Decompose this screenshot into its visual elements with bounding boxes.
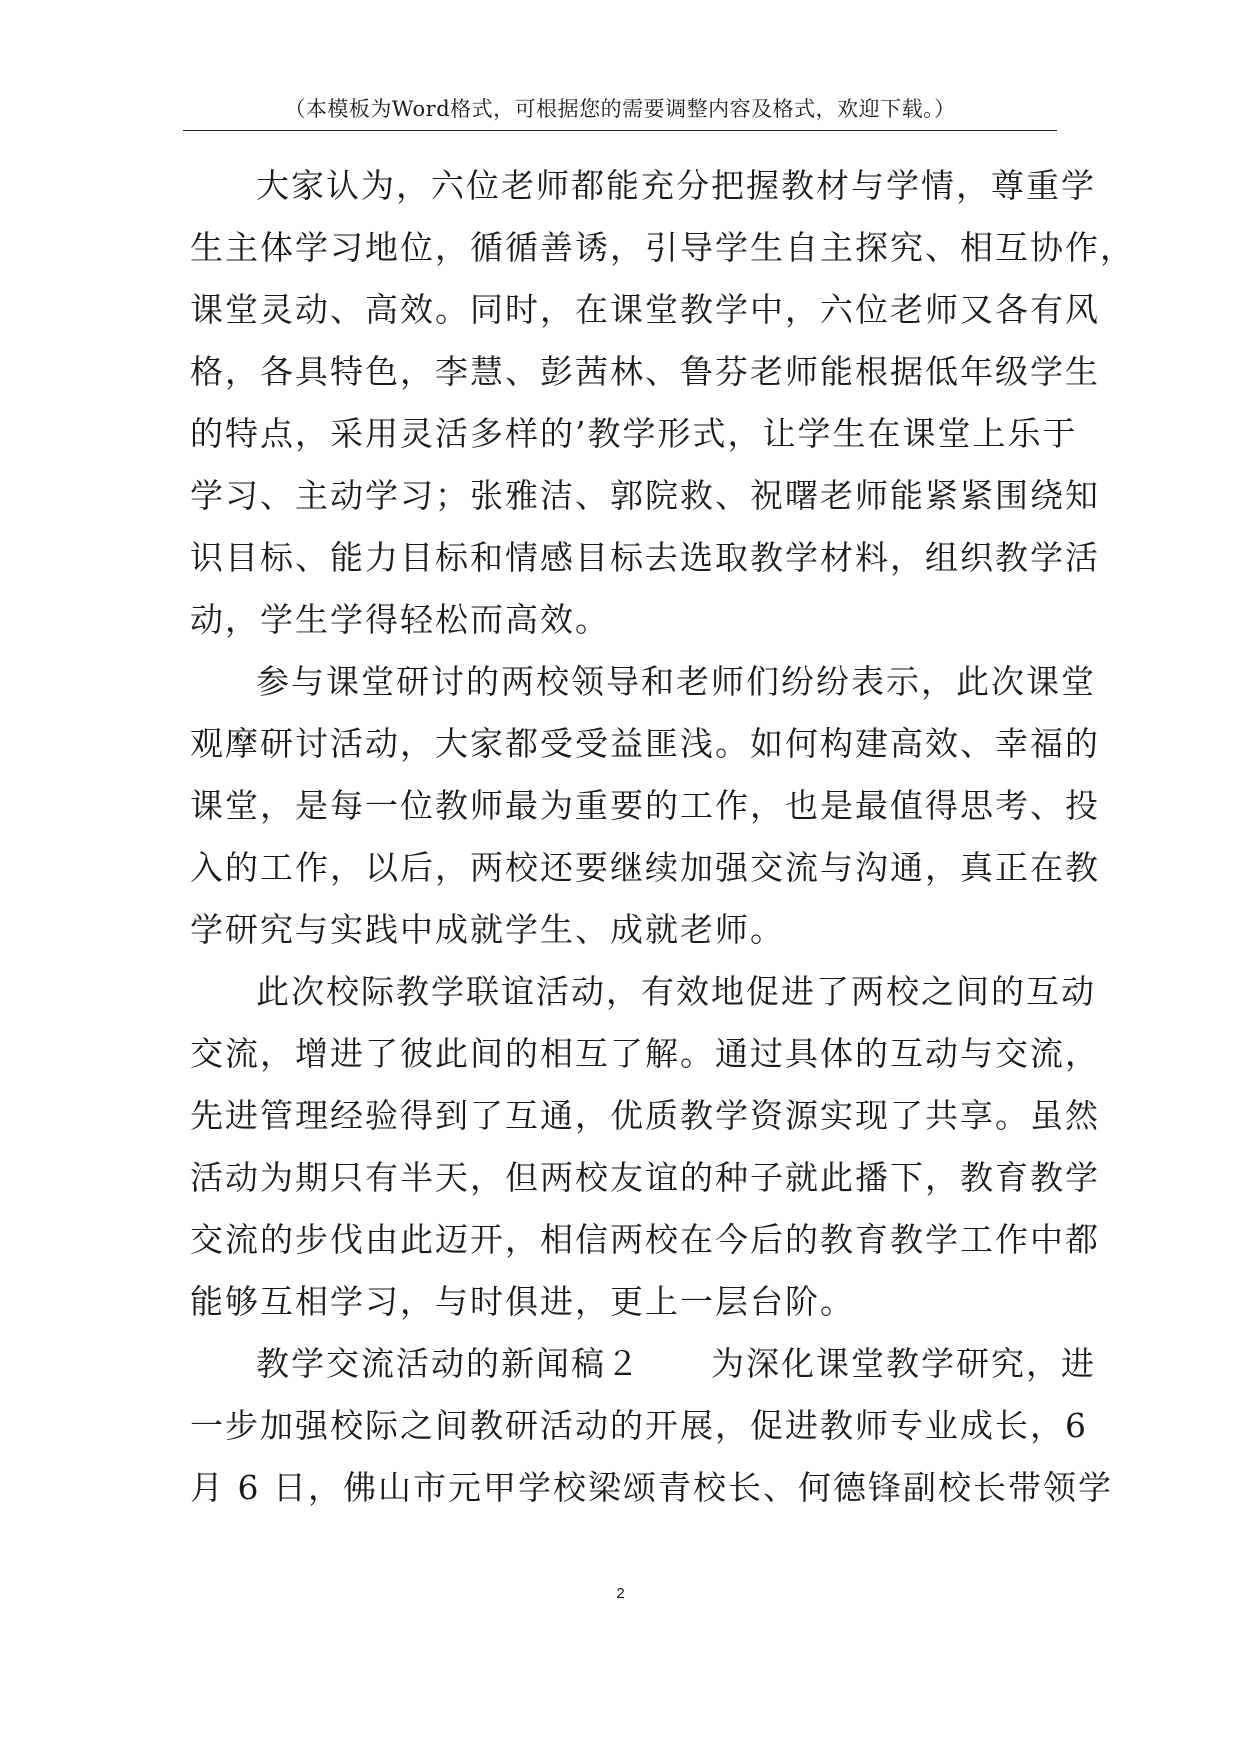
text-line: 观摩研讨活动，大家都受受益匪浅。如何构建高效、幸福的 bbox=[190, 724, 1100, 763]
text-line: 课堂，是每一位教师最为重要的工作，也是最值得思考、投 bbox=[190, 786, 1100, 825]
text-line: 入的工作，以后，两校还要继续加强交流与沟通，真正在教 bbox=[190, 848, 1100, 887]
text-line: 教学交流活动的新闻稿２ 为深化课堂教学研究，进 bbox=[256, 1344, 1096, 1383]
text-line: 格，各具特色，李慧、彭茜林、鲁芬老师能根据低年级学生 bbox=[190, 352, 1100, 391]
template-note-text: （本模板为Word格式，可根据您的需要调整内容及格式，欢迎下载。） bbox=[284, 97, 956, 121]
text-line: 活动为期只有半天，但两校友谊的种子就此播下，教育教学 bbox=[190, 1158, 1100, 1197]
paragraph-news-article-2 bbox=[190, 1333, 1113, 1519]
text-line: 能够互相学习，与时俱进，更上一层台阶。 bbox=[190, 1282, 855, 1321]
text-line: 交流，增进了彼此间的相互了解。通过具体的互动与交流， bbox=[190, 1034, 1100, 1073]
template-note-header bbox=[183, 96, 1057, 131]
text-line: 月 6 日，佛山市元甲学校梁颂青校长、何德锋副校长带领学 bbox=[190, 1468, 1113, 1507]
text-line: 一步加强校际之间教研活动的开展，促进教师专业成长，6 bbox=[190, 1406, 1088, 1445]
text-line: 的特点，采用灵活多样的’教学形式，让学生在课堂上乐于 bbox=[190, 414, 1078, 453]
text-line: 生主体学习地位，循循善诱，引导学生自主探究、相互协作， bbox=[190, 228, 1135, 267]
text-line: 课堂灵动、高效。同时，在课堂教学中，六位老师又各有风 bbox=[190, 290, 1100, 329]
page-number: 2 bbox=[616, 1585, 625, 1602]
paragraph-feedback bbox=[190, 651, 1100, 961]
text-line: 大家认为，六位老师都能充分把握教材与学情，尊重学 bbox=[256, 166, 1096, 205]
text-line: 交流的步伐由此迈开，相信两校在今后的教育教学工作中都 bbox=[190, 1220, 1100, 1259]
text-line: 先进管理经验得到了互通，优质教学资源实现了共享。虽然 bbox=[190, 1096, 1100, 1135]
text-line: 动，学生学得轻松而高效。 bbox=[190, 600, 610, 639]
text-line: 学研究与实践中成就学生、成就老师。 bbox=[190, 910, 785, 949]
document-body bbox=[190, 155, 1135, 1519]
text-line: 参与课堂研讨的两校领导和老师们纷纷表示，此次课堂 bbox=[256, 662, 1096, 701]
text-line: 学习、主动学习；张雅洁、郭院救、祝曙老师能紧紧围绕知 bbox=[190, 476, 1100, 515]
paragraph-evaluation bbox=[190, 155, 1135, 651]
text-line: 此次校际教学联谊活动，有效地促进了两校之间的互动 bbox=[256, 972, 1096, 1011]
paragraph-summary bbox=[190, 961, 1100, 1333]
text-line: 识目标、能力目标和情感目标去选取教学材料，组织教学活 bbox=[190, 538, 1100, 577]
